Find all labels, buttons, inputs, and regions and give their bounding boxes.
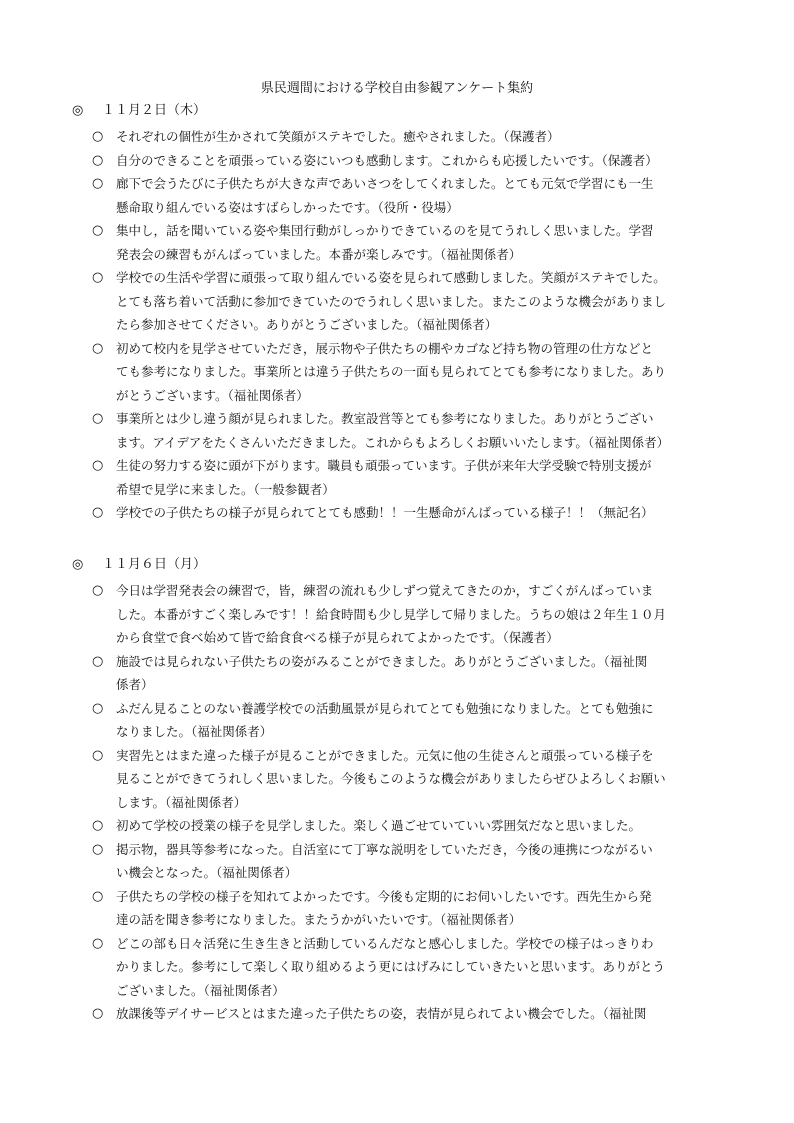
section-heading — [72, 556, 732, 579]
comment-text — [116, 697, 732, 744]
comment-item — [92, 932, 732, 1003]
circle-bullet-icon: ○ — [92, 223, 104, 238]
comment-text — [116, 125, 732, 149]
comment-item — [92, 579, 732, 650]
comment-line: から食堂で食べ始めて皆で給食食べる様子が見られてよかったです。（保護者） — [116, 630, 559, 645]
circle-bullet-icon: ○ — [92, 583, 104, 598]
comment-item — [92, 838, 732, 885]
comment-line: どこの部も日々活発に生き生きと活動しているんだなと感心しました。学校での様子はっきりわ — [116, 935, 654, 951]
comment-line: 施設では見られない子供たちの姿がみることができました。ありがとうございました。（福祉関 — [116, 653, 648, 669]
comment-line: 初めて学校の授業の様子を見学しました。楽しく過ごせていていい雰囲気だなと思いました。 — [116, 818, 642, 833]
comment-line: 発表会の練習もがんばっていました。本番が楽しみです。（福祉関係者） — [116, 246, 522, 262]
circle-bullet-icon: ○ — [92, 411, 104, 426]
comment-item — [92, 1002, 732, 1026]
comment-text — [116, 650, 732, 697]
double-circle-icon: ◎ — [72, 557, 84, 572]
comment-line: なりました。（福祉関係者） — [116, 724, 273, 739]
comment-text — [116, 932, 732, 1003]
comment-item — [92, 454, 732, 501]
comment-line: 廊下で会うたびに子供たちが大きな声であいさつをしてくれました。とても元気で学習にも一生 — [116, 176, 654, 191]
comment-text — [116, 266, 732, 337]
comment-item — [92, 407, 732, 454]
comment-text — [116, 1002, 732, 1026]
comment-line: 生徒の努力する姿に頭が下がります。職員も頑張っています。子供が来年大学受験で特別支援が — [116, 458, 652, 473]
comment-line: ふだん見ることのない養護学校での活動風景が見られてとても勉強になりました。とても勉強に — [116, 700, 654, 716]
comment-item — [92, 125, 732, 149]
comment-line: い機会となった。（福祉関係者） — [116, 865, 298, 880]
comment-text — [116, 337, 732, 408]
comment-line: ます。アイデアをたくさんいただきました。これからもよろしくお願いいたします。（福祉関係者） — [116, 434, 670, 450]
comment-text — [116, 407, 732, 454]
comment-line: 懸命取り組んでいる姿はすばらしかったです。（役所・役場） — [116, 199, 459, 215]
comment-line: それぞれの個性が生かされて笑顔がステキでした。癒やされました。（保護者） — [116, 129, 560, 144]
survey-section — [72, 556, 732, 1026]
comment-line: した。本番がすごく楽しみです！！給食時間も少し見学して帰りました。うちの娘は２年生１０月 — [116, 606, 667, 622]
comment-line: 見ることができてうれしく思いました。今後もこのような機会がありましたらぜひよろしくお願い — [116, 771, 666, 786]
section-heading — [72, 102, 732, 125]
comment-item — [92, 501, 732, 525]
comment-line: ございました。（福祉関係者） — [116, 982, 285, 998]
comment-line: 掲示物，器具等参考になった。自活室にて丁寧な説明をしていただき，今後の連携につながるい — [116, 841, 653, 857]
comment-text — [116, 838, 732, 885]
comment-line: 初めて校内を見学させていただき，展示物や子供たちの棚やカゴなど持ち物の管理の仕方などと — [116, 340, 654, 356]
comment-text — [116, 579, 732, 650]
double-circle-icon: ◎ — [72, 103, 84, 118]
comment-text — [116, 172, 732, 219]
comment-text — [116, 744, 732, 815]
comment-line: します。（福祉関係者） — [116, 794, 247, 810]
circle-bullet-icon: ○ — [92, 270, 104, 285]
comment-line: とても落ち着いて活動に参加できていたのでうれしく思いました。またこのような機会がありまし — [116, 293, 667, 309]
comment-line: がとうございます。（福祉関係者） — [116, 387, 309, 403]
comment-text — [116, 814, 732, 838]
comment-item — [92, 697, 732, 744]
comment-line: ても参考になりました。事業所とは違う子供たちの一面も見られてとても参考になりました。あり — [116, 364, 667, 379]
circle-bullet-icon: ○ — [92, 152, 104, 168]
comment-item — [92, 266, 732, 337]
circle-bullet-icon: ○ — [92, 888, 104, 904]
circle-bullet-icon: ○ — [92, 176, 104, 191]
comment-text — [116, 219, 732, 266]
comment-item — [92, 149, 732, 173]
comment-line: かりました。参考にして楽しく取り組めるよう更にはげみにしていきたいと思います。ありがとう — [116, 959, 666, 974]
comment-line: 今日は学習発表会の練習で，皆，練習の流れも少しずつ覚えてきたのか，すごくがんばっていま — [116, 583, 654, 598]
comment-line: 自分のできることを頑張っている姿にいつも感動します。これからも応援したいです。（保護者） — [116, 152, 658, 168]
comment-item — [92, 219, 732, 266]
comment-text — [116, 501, 732, 525]
circle-bullet-icon: ○ — [92, 935, 104, 951]
comment-line: たら参加させてください。ありがとうございました。（福祉関係者） — [116, 317, 498, 332]
section-date: １１月６日（月） — [102, 557, 207, 572]
comment-line: 学校での子供たちの様子が見られてとても感動！！一生懸命がんばっている様子！！（無記名） — [116, 505, 654, 520]
circle-bullet-icon: ○ — [92, 505, 104, 520]
circle-bullet-icon: ○ — [92, 340, 104, 356]
comment-item — [92, 172, 732, 219]
circle-bullet-icon: ○ — [92, 841, 104, 857]
circle-bullet-icon: ○ — [92, 818, 104, 833]
document-title: 県民週間における学校自由参観アンケート集約 — [260, 81, 534, 96]
comment-line: 希望で見学に来ました。（一般参観者） — [116, 481, 335, 497]
survey-section — [72, 102, 732, 525]
comment-text — [116, 454, 732, 501]
circle-bullet-icon: ○ — [92, 458, 104, 473]
circle-bullet-icon: ○ — [92, 747, 104, 763]
comment-line: 達の話を聞き参考になりました。またうかがいたいです。（福祉関係者） — [116, 912, 522, 927]
comment-line: 実習先とはまた違った様子が見ることができました。元気に他の生徒さんと頑張っている様子を — [116, 747, 654, 763]
comment-item — [92, 744, 732, 815]
circle-bullet-icon: ○ — [92, 653, 104, 669]
comment-item — [92, 885, 732, 932]
circle-bullet-icon: ○ — [92, 129, 104, 144]
comment-item — [92, 814, 732, 838]
comment-line: 子供たちの学校の様子を知れてよかったです。今後も定期的にお伺いしたいです。西先生から発 — [116, 888, 652, 904]
comment-text — [116, 885, 732, 932]
comment-item — [92, 337, 732, 408]
comment-line: 放課後等デイサービスとはまた違った子供たちの姿，表情が見られてよい機会でした。（福祉関 — [116, 1006, 647, 1021]
circle-bullet-icon: ○ — [92, 700, 104, 716]
comment-line: 事業所とは少し違う顔が見られました。教室設営等とても参考になりました。ありがとうござい — [116, 411, 654, 426]
comment-item — [92, 650, 732, 697]
comment-line: 集中し，話を聞いている姿や集団行動がしっかりできているのを見てうれしく思いました。学習 — [116, 223, 654, 238]
comment-line: 学校での生活や学習に頑張って取り組んでいる姿を見られて感動しました。笑顔がステキでした。 — [116, 270, 666, 285]
comment-line: 係者） — [116, 677, 154, 692]
comment-text — [116, 149, 732, 173]
section-date: １１月２日（木） — [102, 103, 207, 118]
circle-bullet-icon: ○ — [92, 1006, 104, 1021]
